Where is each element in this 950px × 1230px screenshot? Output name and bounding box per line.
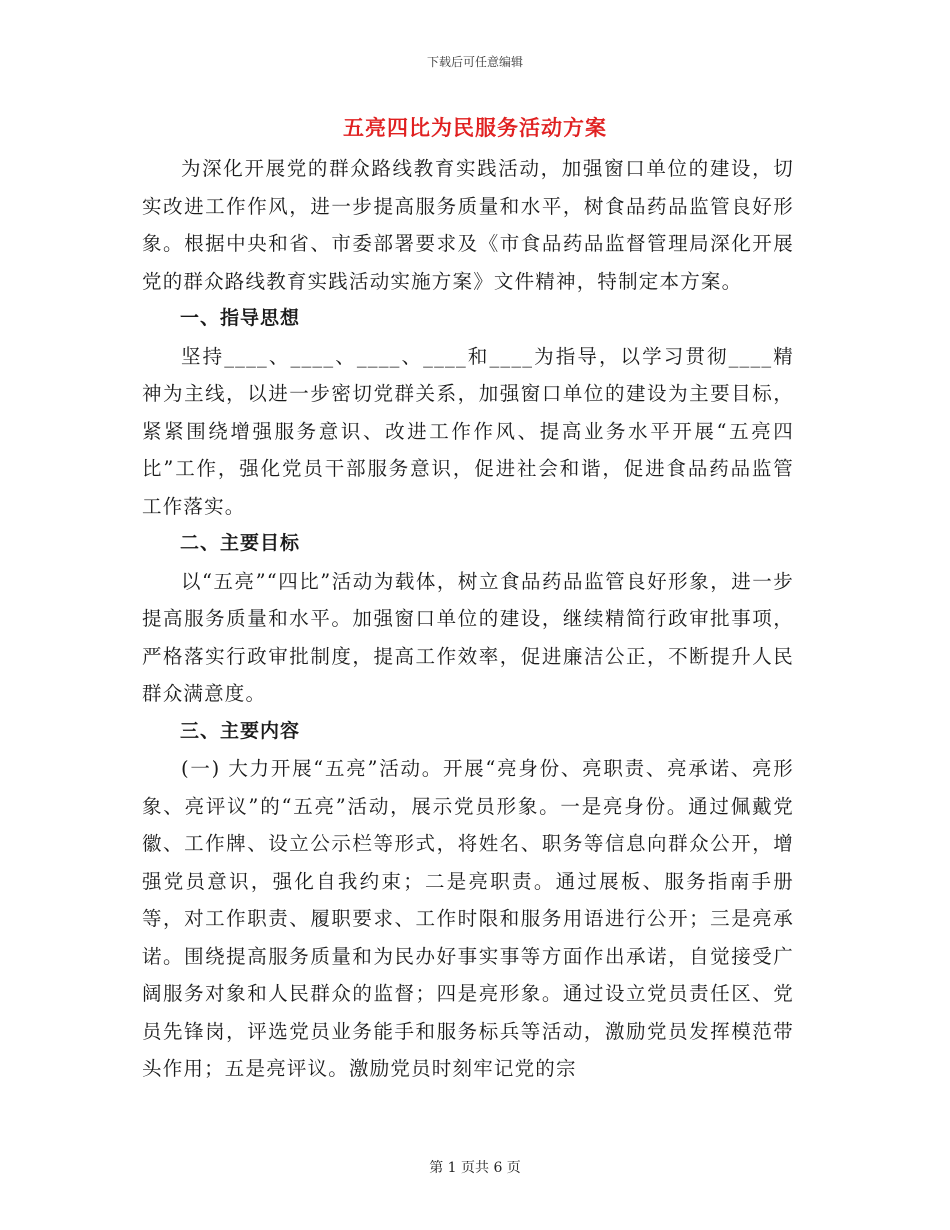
document-body xyxy=(142,150,794,1088)
section-paragraph: (一) 大力开展“五亮”活动。开展“亮身份、亮职责、亮承诺、亮形象、亮评议”的“五亮”活动，展示党员形象。一是亮身份。通过佩戴党徽、工作牌、设立公示栏等形式，将姓名、职务等信息向群众公开，增强党员意识，强化自我约束；二是亮职责。通过展板、服务指南手册等，对工作职责、履职要求、工作时限和服务用语进行公开；三是亮承诺。围绕提高服务质量和为民办好事实事等方面作出承诺，自觉接受广阔服务对象和人民群众的监督；四是亮形象。通过设立党员责任区、党员先锋岗，评选党员业务能手和服务标兵等活动，激励党员发挥模范带头作用；五是亮评议。激励党员时刻牢记党的宗 xyxy=(142,757,794,1080)
section-heading-main-goals: 二、主要目标 xyxy=(180,532,301,554)
section-heading-main-content: 三、主要内容 xyxy=(180,719,301,742)
document-title: 五亮四比为民服务活动方案 xyxy=(343,115,607,140)
header-note: 下载后可任意编辑 xyxy=(426,55,523,69)
section-paragraph: 坚持____、____、____、____和____为指导，以学习贯彻____精神为主线，以进一步密切党群关系，加强窗口单位的建设为主要目标，紧紧围绕增强服务意识、改进工作作风、提高业务水平开展“五亮四比”工作，强化党员干部服务意识，促进社会和谐，促进食品药品监管工作落实。 xyxy=(142,344,794,518)
page-footer: 第 1 页共 6 页 xyxy=(429,1160,521,1176)
section-heading-guiding-ideology: 一、指导思想 xyxy=(180,307,301,329)
intro-paragraph: 为深化开展党的群众路线教育实践活动，加强窗口单位的建设，切实改进工作作风，进一步提高服务质量和水平，树食品药品监管良好形象。根据中央和省、市委部署要求及《市食品药品监督管理局深化开展党的群众路线教育实践活动实施方案》文件精神，特制定本方案。 xyxy=(142,157,794,293)
section-paragraph: 以“五亮”“四比”活动为载体，树立食品药品监管良好形象，进一步提高服务质量和水平。加强窗口单位的建设，继续精简行政审批事项，严格落实行政审批制度，提高工作效率，促进廉洁公正，不断提升人民群众满意度。 xyxy=(142,569,794,705)
